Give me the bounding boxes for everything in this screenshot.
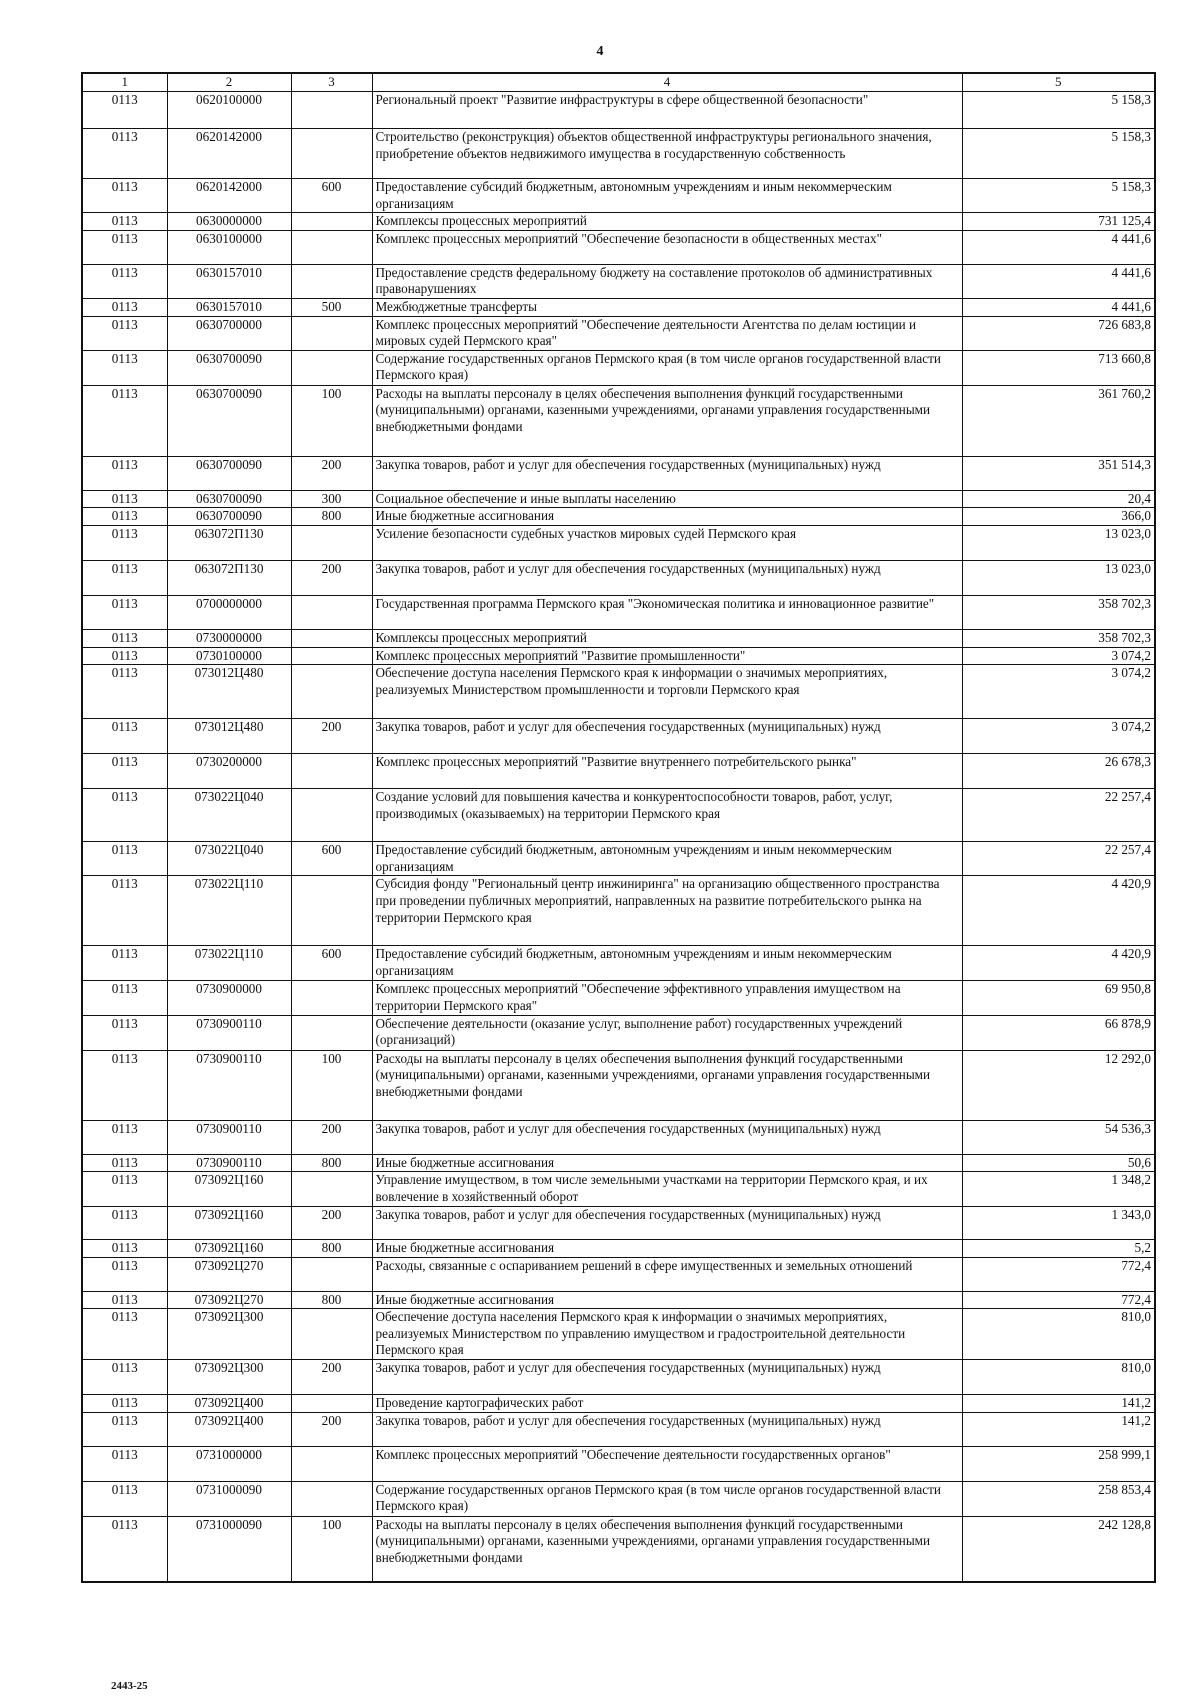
item-name-cell: Комплекс процессных мероприятий "Обеспечение деятельности государственных органов" — [372, 1446, 962, 1481]
target-article-cell: 0630100000 — [167, 230, 291, 264]
table-row — [82, 981, 1155, 1015]
section-code-cell: 0113 — [82, 525, 167, 560]
item-name-cell: Закупка товаров, работ и услуг для обеспечения государственных (муниципальных) нужд — [372, 1412, 962, 1446]
table-row — [82, 1291, 1155, 1309]
section-code-cell: 0113 — [82, 1412, 167, 1446]
target-article-cell: 073092Ц160 — [167, 1207, 291, 1240]
target-article-cell: 073022Ц040 — [167, 842, 291, 876]
target-article-cell: 0731000000 — [167, 1446, 291, 1481]
expense-type-cell — [291, 129, 372, 179]
target-article-cell: 063072П130 — [167, 525, 291, 560]
item-name-cell: Обеспечение доступа населения Пермского края к информации о значимых мероприятиях, реализуемых Министерством по управлению имуществом и градостроительной деятельности Пермского края — [372, 1309, 962, 1360]
target-article-cell: 0731000090 — [167, 1481, 291, 1516]
expense-type-cell: 600 — [291, 946, 372, 981]
amount-cell: 141,2 — [962, 1412, 1155, 1446]
target-article-cell: 073092Ц400 — [167, 1395, 291, 1413]
item-name-cell: Содержание государственных органов Пермского края (в том числе органов государственной власти Пермского края) — [372, 350, 962, 385]
section-code-cell: 0113 — [82, 264, 167, 298]
target-article-cell: 0730200000 — [167, 754, 291, 789]
item-name-cell: Проведение картографических работ — [372, 1395, 962, 1413]
expense-type-cell — [291, 316, 372, 350]
item-name-cell: Иные бюджетные ассигнования — [372, 508, 962, 526]
section-code-cell: 0113 — [82, 179, 167, 213]
expense-type-cell: 800 — [291, 1154, 372, 1172]
target-article-cell: 073092Ц300 — [167, 1309, 291, 1360]
expense-type-cell: 300 — [291, 490, 372, 508]
section-code-cell: 0113 — [82, 1120, 167, 1154]
item-name-cell: Закупка товаров, работ и услуг для обеспечения государственных (муниципальных) нужд — [372, 1207, 962, 1240]
target-article-cell: 0620142000 — [167, 129, 291, 179]
section-code-cell: 0113 — [82, 665, 167, 719]
table-row — [82, 1015, 1155, 1050]
expense-type-cell — [291, 629, 372, 647]
table-row — [82, 1172, 1155, 1207]
expense-type-cell — [291, 525, 372, 560]
section-code-cell: 0113 — [82, 1516, 167, 1582]
column-header-3: 3 — [291, 73, 372, 92]
target-article-cell: 0630700090 — [167, 456, 291, 490]
expense-type-cell: 800 — [291, 1240, 372, 1258]
target-article-cell: 073092Ц160 — [167, 1172, 291, 1207]
target-article-cell: 0700000000 — [167, 595, 291, 629]
amount-cell: 20,4 — [962, 490, 1155, 508]
item-name-cell: Расходы, связанные с оспариванием решений в сфере имущественных и земельных отношений — [372, 1257, 962, 1291]
section-code-cell: 0113 — [82, 129, 167, 179]
expense-type-cell — [291, 1257, 372, 1291]
amount-cell: 772,4 — [962, 1291, 1155, 1309]
table-row — [82, 456, 1155, 490]
table-row — [82, 213, 1155, 231]
section-code-cell: 0113 — [82, 876, 167, 946]
target-article-cell: 0630000000 — [167, 213, 291, 231]
expense-type-cell: 500 — [291, 298, 372, 316]
amount-cell: 351 514,3 — [962, 456, 1155, 490]
section-code-cell: 0113 — [82, 560, 167, 595]
section-code-cell: 0113 — [82, 213, 167, 231]
amount-cell: 12 292,0 — [962, 1050, 1155, 1120]
section-code-cell: 0113 — [82, 1240, 167, 1258]
target-article-cell: 0730900110 — [167, 1154, 291, 1172]
item-name-cell: Комплекс процессных мероприятий "Обеспечение деятельности Агентства по делам юстиции и мировых судей Пермского края" — [372, 316, 962, 350]
amount-cell: 258 999,1 — [962, 1446, 1155, 1481]
amount-cell: 1 343,0 — [962, 1207, 1155, 1240]
table-row — [82, 1516, 1155, 1582]
expense-type-cell — [291, 350, 372, 385]
item-name-cell: Обеспечение доступа населения Пермского края к информации о значимых мероприятиях, реализуемых Министерством промышленности и торговли Пермского края — [372, 665, 962, 719]
expense-type-cell: 200 — [291, 1120, 372, 1154]
amount-cell: 4 441,6 — [962, 298, 1155, 316]
target-article-cell: 073092Ц400 — [167, 1412, 291, 1446]
item-name-cell: Управление имуществом, в том числе земельными участками на территории Пермского края, и их вовлечение в хозяйственный оборот — [372, 1172, 962, 1207]
amount-cell: 54 536,3 — [962, 1120, 1155, 1154]
target-article-cell: 073092Ц270 — [167, 1291, 291, 1309]
amount-cell: 69 950,8 — [962, 981, 1155, 1015]
table-row — [82, 1154, 1155, 1172]
table-row — [82, 1050, 1155, 1120]
item-name-cell: Региональный проект "Развитие инфраструктуры в сфере общественной безопасности" — [372, 92, 962, 129]
section-code-cell: 0113 — [82, 1309, 167, 1360]
column-header-5: 5 — [962, 73, 1155, 92]
table-row — [82, 1412, 1155, 1446]
expense-type-cell: 200 — [291, 1360, 372, 1395]
expense-type-cell — [291, 213, 372, 231]
table-body — [82, 92, 1155, 1583]
item-name-cell: Субсидия фонду "Региональный центр инжиниринга" на организацию общественного пространства при проведении публичных мероприятий, направленных на развитие потребительского рынка на территории Пермского края — [372, 876, 962, 946]
section-code-cell: 0113 — [82, 456, 167, 490]
table-row — [82, 1120, 1155, 1154]
target-article-cell: 0730900110 — [167, 1050, 291, 1120]
amount-cell: 4 420,9 — [962, 876, 1155, 946]
item-name-cell: Комплексы процессных мероприятий — [372, 629, 962, 647]
target-article-cell: 0630157010 — [167, 298, 291, 316]
expense-type-cell: 200 — [291, 1207, 372, 1240]
expense-type-cell — [291, 264, 372, 298]
expense-type-cell — [291, 1481, 372, 1516]
item-name-cell: Предоставление субсидий бюджетным, автономным учреждениям и иным некоммерческим организациям — [372, 842, 962, 876]
amount-cell: 50,6 — [962, 1154, 1155, 1172]
expense-type-cell — [291, 92, 372, 129]
section-code-cell: 0113 — [82, 1015, 167, 1050]
section-code-cell: 0113 — [82, 1257, 167, 1291]
table-row — [82, 1309, 1155, 1360]
section-code-cell: 0113 — [82, 316, 167, 350]
item-name-cell: Иные бюджетные ассигнования — [372, 1240, 962, 1258]
target-article-cell: 073022Ц040 — [167, 789, 291, 842]
section-code-cell: 0113 — [82, 719, 167, 754]
target-article-cell: 073012Ц480 — [167, 719, 291, 754]
target-article-cell: 0730000000 — [167, 629, 291, 647]
item-name-cell: Иные бюджетные ассигнования — [372, 1291, 962, 1309]
expense-type-cell: 600 — [291, 842, 372, 876]
table-row — [82, 1395, 1155, 1413]
section-code-cell: 0113 — [82, 1481, 167, 1516]
table-row — [82, 1360, 1155, 1395]
item-name-cell: Комплексы процессных мероприятий — [372, 213, 962, 231]
item-name-cell: Комплекс процессных мероприятий "Развитие промышленности" — [372, 647, 962, 665]
expense-type-cell — [291, 789, 372, 842]
item-name-cell: Предоставление средств федеральному бюджету на составление протоколов об административных правонарушениях — [372, 264, 962, 298]
amount-cell: 366,0 — [962, 508, 1155, 526]
item-name-cell: Комплекс процессных мероприятий "Обеспечение безопасности в общественных местах" — [372, 230, 962, 264]
amount-cell: 4 441,6 — [962, 264, 1155, 298]
table-row — [82, 1481, 1155, 1516]
expense-type-cell: 100 — [291, 1050, 372, 1120]
table-row — [82, 647, 1155, 665]
table-row — [82, 754, 1155, 789]
item-name-cell: Социальное обеспечение и иные выплаты населению — [372, 490, 962, 508]
table-row — [82, 1446, 1155, 1481]
amount-cell: 358 702,3 — [962, 595, 1155, 629]
section-code-cell: 0113 — [82, 298, 167, 316]
column-header-1: 1 — [82, 73, 167, 92]
table-row — [82, 1240, 1155, 1258]
table-row — [82, 129, 1155, 179]
amount-cell: 26 678,3 — [962, 754, 1155, 789]
target-article-cell: 0731000090 — [167, 1516, 291, 1582]
table-row — [82, 665, 1155, 719]
amount-cell: 22 257,4 — [962, 789, 1155, 842]
section-code-cell: 0113 — [82, 981, 167, 1015]
expense-type-cell — [291, 754, 372, 789]
section-code-cell: 0113 — [82, 1395, 167, 1413]
target-article-cell: 073022Ц110 — [167, 876, 291, 946]
expense-type-cell — [291, 230, 372, 264]
expense-type-cell: 200 — [291, 719, 372, 754]
amount-cell: 5,2 — [962, 1240, 1155, 1258]
table-row — [82, 230, 1155, 264]
expense-type-cell: 800 — [291, 508, 372, 526]
item-name-cell: Обеспечение деятельности (оказание услуг, выполнение работ) государственных учреждений (организаций) — [372, 1015, 962, 1050]
amount-cell: 3 074,2 — [962, 665, 1155, 719]
target-article-cell: 0630700090 — [167, 508, 291, 526]
table-row — [82, 789, 1155, 842]
amount-cell: 361 760,2 — [962, 385, 1155, 456]
table-row — [82, 385, 1155, 456]
item-name-cell: Закупка товаров, работ и услуг для обеспечения государственных (муниципальных) нужд — [372, 1120, 962, 1154]
target-article-cell: 073012Ц480 — [167, 665, 291, 719]
expense-type-cell: 600 — [291, 179, 372, 213]
target-article-cell: 0630700090 — [167, 490, 291, 508]
expense-type-cell — [291, 595, 372, 629]
expense-type-cell — [291, 876, 372, 946]
target-article-cell: 0730900000 — [167, 981, 291, 1015]
target-article-cell: 0630157010 — [167, 264, 291, 298]
amount-cell: 242 128,8 — [962, 1516, 1155, 1582]
amount-cell: 5 158,3 — [962, 129, 1155, 179]
item-name-cell: Комплекс процессных мероприятий "Обеспечение эффективного управления имуществом на территории Пермского края" — [372, 981, 962, 1015]
target-article-cell: 073022Ц110 — [167, 946, 291, 981]
target-article-cell: 0730900110 — [167, 1015, 291, 1050]
item-name-cell: Строительство (реконструкция) объектов общественной инфраструктуры регионального значения, приобретение объектов недвижимого имущества в государственную собственность — [372, 129, 962, 179]
column-header-2: 2 — [167, 73, 291, 92]
target-article-cell: 0620100000 — [167, 92, 291, 129]
section-code-cell: 0113 — [82, 1172, 167, 1207]
section-code-cell: 0113 — [82, 647, 167, 665]
section-code-cell: 0113 — [82, 508, 167, 526]
item-name-cell: Закупка товаров, работ и услуг для обеспечения государственных (муниципальных) нужд — [372, 719, 962, 754]
item-name-cell: Расходы на выплаты персоналу в целях обеспечения выполнения функций государственными (муниципальными) органами, казенными учреждениями, органами управления государственными внебюджетными фондами — [372, 1516, 962, 1582]
table-row — [82, 525, 1155, 560]
amount-cell: 13 023,0 — [962, 525, 1155, 560]
section-code-cell: 0113 — [82, 1446, 167, 1481]
item-name-cell: Расходы на выплаты персоналу в целях обеспечения выполнения функций государственными (муниципальными) органами, казенными учреждениями, органами управления государственными внебюджетными фондами — [372, 385, 962, 456]
expense-type-cell — [291, 1172, 372, 1207]
item-name-cell: Закупка товаров, работ и услуг для обеспечения государственных (муниципальных) нужд — [372, 456, 962, 490]
section-code-cell: 0113 — [82, 629, 167, 647]
target-article-cell: 0630700090 — [167, 350, 291, 385]
amount-cell: 772,4 — [962, 1257, 1155, 1291]
section-code-cell: 0113 — [82, 789, 167, 842]
amount-cell: 22 257,4 — [962, 842, 1155, 876]
item-name-cell: Иные бюджетные ассигнования — [372, 1154, 962, 1172]
amount-cell: 258 853,4 — [962, 1481, 1155, 1516]
table-row — [82, 595, 1155, 629]
amount-cell: 141,2 — [962, 1395, 1155, 1413]
document-code: 2443-25 — [111, 1680, 148, 1692]
item-name-cell: Межбюджетные трансферты — [372, 298, 962, 316]
target-article-cell: 0730100000 — [167, 647, 291, 665]
amount-cell: 810,0 — [962, 1309, 1155, 1360]
expense-type-cell: 800 — [291, 1291, 372, 1309]
item-name-cell: Государственная программа Пермского края "Экономическая политика и инновационное развитие" — [372, 595, 962, 629]
section-code-cell: 0113 — [82, 754, 167, 789]
expense-type-cell: 200 — [291, 456, 372, 490]
section-code-cell: 0113 — [82, 1207, 167, 1240]
expense-type-cell: 100 — [291, 385, 372, 456]
budget-table — [81, 72, 1156, 1583]
item-name-cell: Предоставление субсидий бюджетным, автономным учреждениям и иным некоммерческим организациям — [372, 179, 962, 213]
table-row — [82, 508, 1155, 526]
table-row — [82, 719, 1155, 754]
table-row — [82, 560, 1155, 595]
section-code-cell: 0113 — [82, 1154, 167, 1172]
table-row — [82, 264, 1155, 298]
item-name-cell: Усиление безопасности судебных участков мировых судей Пермского края — [372, 525, 962, 560]
section-code-cell: 0113 — [82, 1050, 167, 1120]
section-code-cell: 0113 — [82, 92, 167, 129]
amount-cell: 731 125,4 — [962, 213, 1155, 231]
target-article-cell: 0630700000 — [167, 316, 291, 350]
item-name-cell: Создание условий для повышения качества и конкурентоспособности товаров, работ, услуг, производимых (оказываемых) на территории Пермского края — [372, 789, 962, 842]
table-row — [82, 876, 1155, 946]
page-number: 4 — [596, 44, 604, 59]
target-article-cell: 073092Ц300 — [167, 1360, 291, 1395]
amount-cell: 13 023,0 — [962, 560, 1155, 595]
amount-cell: 713 660,8 — [962, 350, 1155, 385]
amount-cell: 66 878,9 — [962, 1015, 1155, 1050]
column-header-4: 4 — [372, 73, 962, 92]
item-name-cell: Предоставление субсидий бюджетным, автономным учреждениям и иным некоммерческим организациям — [372, 946, 962, 981]
expense-type-cell — [291, 1015, 372, 1050]
amount-cell: 358 702,3 — [962, 629, 1155, 647]
expense-type-cell — [291, 665, 372, 719]
table-row — [82, 842, 1155, 876]
section-code-cell: 0113 — [82, 946, 167, 981]
target-article-cell: 0630700090 — [167, 385, 291, 456]
column-numbers-row — [82, 73, 1155, 92]
amount-cell: 3 074,2 — [962, 719, 1155, 754]
expense-type-cell — [291, 1446, 372, 1481]
section-code-cell: 0113 — [82, 490, 167, 508]
expense-type-cell — [291, 1309, 372, 1360]
item-name-cell: Содержание государственных органов Пермского края (в том числе органов государственной власти Пермского края) — [372, 1481, 962, 1516]
table-row — [82, 92, 1155, 129]
amount-cell: 726 683,8 — [962, 316, 1155, 350]
section-code-cell: 0113 — [82, 385, 167, 456]
table-row — [82, 350, 1155, 385]
target-article-cell: 0730900110 — [167, 1120, 291, 1154]
table-row — [82, 629, 1155, 647]
section-code-cell: 0113 — [82, 1291, 167, 1309]
expense-type-cell — [291, 1395, 372, 1413]
target-article-cell: 073092Ц160 — [167, 1240, 291, 1258]
item-name-cell: Закупка товаров, работ и услуг для обеспечения государственных (муниципальных) нужд — [372, 560, 962, 595]
amount-cell: 1 348,2 — [962, 1172, 1155, 1207]
table-row — [82, 298, 1155, 316]
table-row — [82, 316, 1155, 350]
expense-type-cell: 200 — [291, 1412, 372, 1446]
section-code-cell: 0113 — [82, 595, 167, 629]
amount-cell: 4 441,6 — [962, 230, 1155, 264]
table-row — [82, 179, 1155, 213]
item-name-cell: Закупка товаров, работ и услуг для обеспечения государственных (муниципальных) нужд — [372, 1360, 962, 1395]
table-row — [82, 1207, 1155, 1240]
expense-type-cell — [291, 647, 372, 665]
section-code-cell: 0113 — [82, 1360, 167, 1395]
table-row — [82, 946, 1155, 981]
section-code-cell: 0113 — [82, 842, 167, 876]
amount-cell: 4 420,9 — [962, 946, 1155, 981]
section-code-cell: 0113 — [82, 230, 167, 264]
amount-cell: 5 158,3 — [962, 92, 1155, 129]
table-row — [82, 490, 1155, 508]
expense-type-cell — [291, 981, 372, 1015]
expense-type-cell: 100 — [291, 1516, 372, 1582]
expense-type-cell: 200 — [291, 560, 372, 595]
target-article-cell: 063072П130 — [167, 560, 291, 595]
target-article-cell: 073092Ц270 — [167, 1257, 291, 1291]
item-name-cell: Расходы на выплаты персоналу в целях обеспечения выполнения функций государственными (муниципальными) органами, казенными учреждениями, органами управления государственными внебюджетными фондами — [372, 1050, 962, 1120]
table-header — [82, 73, 1155, 92]
target-article-cell: 0620142000 — [167, 179, 291, 213]
amount-cell: 810,0 — [962, 1360, 1155, 1395]
item-name-cell: Комплекс процессных мероприятий "Развитие внутреннего потребительского рынка" — [372, 754, 962, 789]
amount-cell: 5 158,3 — [962, 179, 1155, 213]
section-code-cell: 0113 — [82, 350, 167, 385]
table-row — [82, 1257, 1155, 1291]
amount-cell: 3 074,2 — [962, 647, 1155, 665]
